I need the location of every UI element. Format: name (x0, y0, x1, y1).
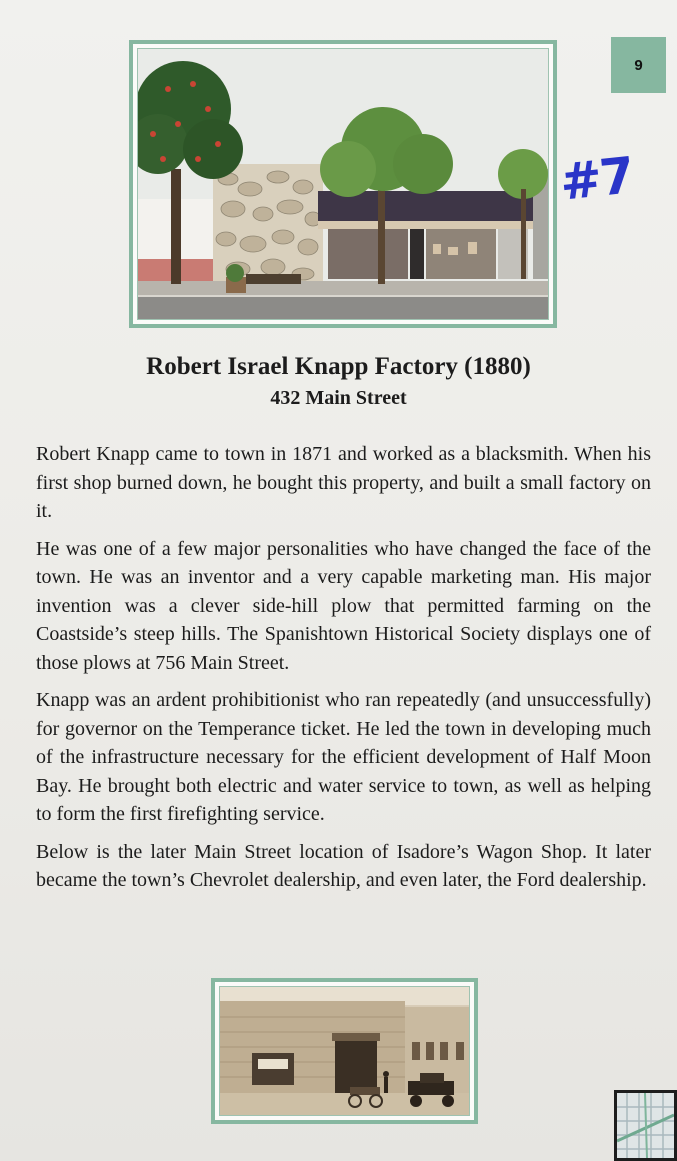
building-photo-frame (129, 40, 557, 328)
map-thumbnail (614, 1090, 677, 1161)
historic-photo (219, 986, 470, 1116)
article-body (36, 440, 651, 904)
paragraph: Knapp was an ardent prohibitionist who ran repeatedly (and unsuccessfully) for governor on the Temperance ticket. He led the town in developing much of the infrastructure necessary for the efficient development of Half Moon Bay. He brought both electric and water service to town, as well as helping to form the first firefighting service. (36, 689, 651, 825)
handwritten-note: #7 (557, 146, 636, 212)
paragraph: He was one of a few major personalities who have changed the face of the town. He was an inventor and a very capable marketing man. His major invention was a clever side-hill plow that permitted farming on the Coastside’s steep hills. The Spanishtown Historical Society displays one of those plows at 756 Main Street. (36, 537, 651, 674)
page-number-badge (611, 37, 666, 93)
page-title: Robert Israel Knapp Factory (1880) (146, 353, 531, 380)
historic-photo-frame (211, 978, 478, 1124)
building-photo (137, 48, 549, 320)
paragraph: Below is the later Main Street location of Isadore’s Wagon Shop. It later became the town’s Chevrolet dealership, and even later, the Ford dealership. (36, 840, 651, 891)
page-address: 432 Main Street (270, 387, 407, 409)
page-number: 9 (634, 56, 643, 74)
paragraph: Robert Knapp came to town in 1871 and worked as a blacksmith. When his first shop burned down, he bought this property, and built a small factory on it. (36, 443, 651, 522)
